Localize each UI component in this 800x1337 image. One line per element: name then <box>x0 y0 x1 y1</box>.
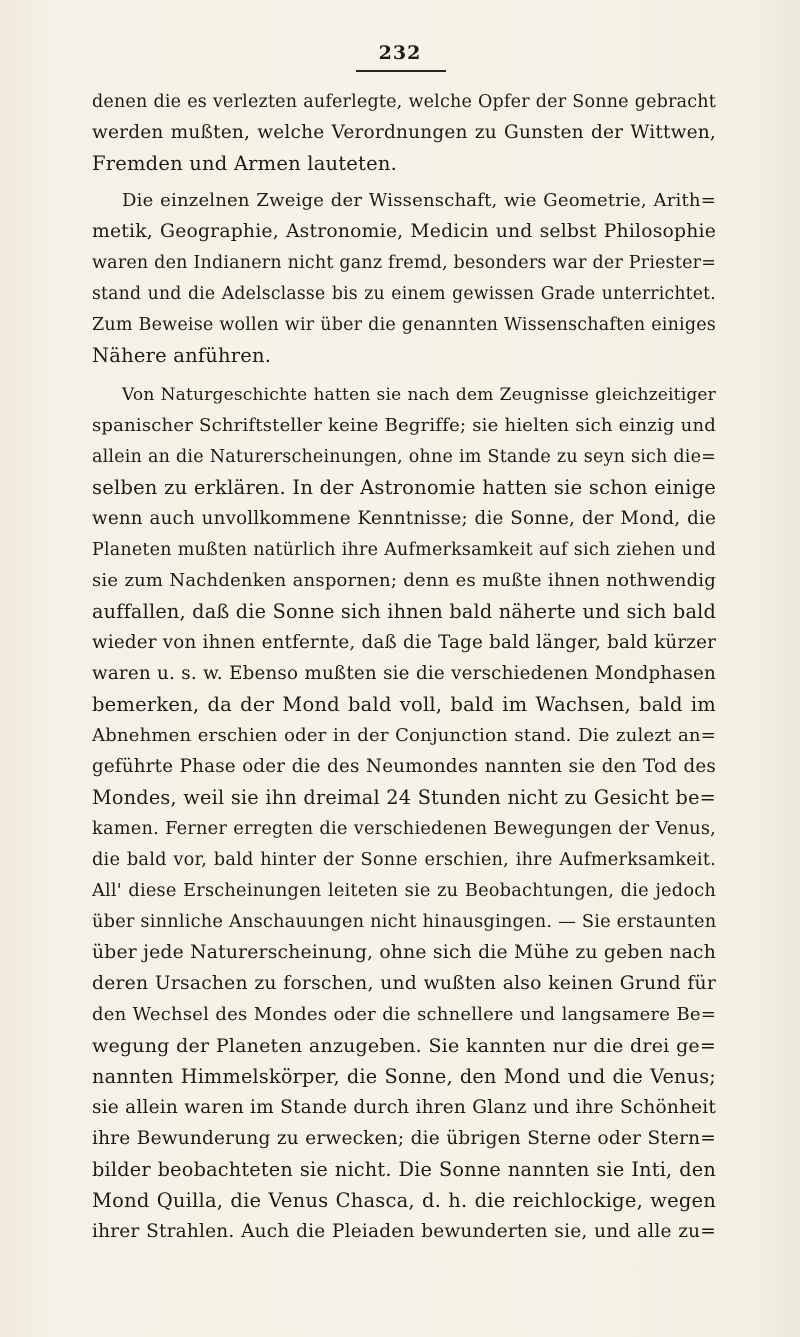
text-line: deren Ursachen zu forschen, und wußten also keinen Grund für <box>92 973 716 994</box>
text-line: selben zu erklären. In der Astronomie hatten sie schon einige <box>92 476 716 499</box>
text-line: waren u. s. w. Ebenso mußten sie die verschiedenen Mondphasen <box>92 663 716 684</box>
text-line: wegung der Planeten anzugeben. Sie kannten nur die drei ge= <box>92 1035 716 1057</box>
text-line: sie allein waren im Stande durch ihren Glanz und ihre Schönheit <box>92 1097 716 1118</box>
text-line: Mond Quilla, die Venus Chasca, d. h. die reichlockige, wegen <box>92 1189 716 1212</box>
text-line: ihre Bewunderung zu erwecken; die übrigen Sterne oder Stern= <box>92 1128 716 1149</box>
text-line: Planeten mußten natürlich ihre Aufmerksamkeit auf sich ziehen und <box>92 540 716 560</box>
text-line: denen die es verlezten auferlegte, welche Opfer der Sonne gebracht <box>92 92 716 112</box>
text-line: sie zum Nachdenken anspornen; denn es mußte ihnen nothwendig <box>92 570 716 591</box>
text-line: metik, Geographie, Astronomie, Medicin und selbst Philosophie <box>92 221 716 242</box>
text-line: kamen. Ferner erregten die verschiedenen Bewegungen der Venus, <box>92 819 716 839</box>
text-line: spanischer Schriftsteller keine Begriffe; sie hielten sich einzig und <box>92 415 716 436</box>
text-line: nannten Himmelskörper, die Sonne, den Mond und die Venus; <box>92 1065 716 1088</box>
text-line: All' diese Erscheinungen leiteten sie zu Beobachtungen, die jedoch <box>92 881 716 901</box>
text-line: über sinnliche Anschauungen nicht hinausgingen. — Sie erstaunten <box>92 912 717 932</box>
text-line: über jede Naturerscheinung, ohne sich die Mühe zu geben nach <box>92 942 716 963</box>
text-line: die bald vor, bald hinter der Sonne erschien, ihre Aufmerksamkeit. <box>92 850 716 870</box>
text-line: Fremden und Armen lauteten. <box>92 152 397 175</box>
header-rule <box>356 70 446 72</box>
text-line: bilder beobachteten sie nicht. Die Sonne nannten sie Inti, den <box>92 1158 716 1181</box>
text-line: werden mußten, welche Verordnungen zu Gunsten der Wittwen, <box>92 122 716 143</box>
text-line: Von Naturgeschichte hatten sie nach dem Zeugnisse gleichzeitiger <box>122 385 716 405</box>
text-line: Die einzelnen Zweige der Wissenschaft, wie Geometrie, Arith= <box>122 190 716 211</box>
text-line: auffallen, daß die Sonne sich ihnen bald näherte und sich bald <box>92 600 716 623</box>
text-line: wenn auch unvollkommene Kenntnisse; die Sonne, der Mond, die <box>92 508 716 529</box>
text-line: ihrer Strahlen. Auch die Pleiaden bewunderten sie, und alle zu= <box>92 1221 716 1242</box>
text-line: Mondes, weil sie ihn dreimal 24 Stunden nicht zu Gesicht be= <box>92 786 716 809</box>
page-number: 232 <box>378 42 422 64</box>
text-line: allein an die Naturerscheinungen, ohne im Stande zu seyn sich die= <box>92 447 716 467</box>
text-line: waren den Indianern nicht ganz fremd, besonders war der Priester= <box>92 253 717 273</box>
text-line: geführte Phase oder die des Neumondes nannten sie den Tod des <box>92 756 716 777</box>
text-line: stand und die Adelsclasse bis zu einem gewissen Grade unterrichtet. <box>92 284 716 304</box>
text-line: den Wechsel des Mondes oder die schnellere und langsamere Be= <box>92 1004 716 1025</box>
text-line: Nähere anführen. <box>92 344 272 367</box>
text-line: bemerken, da der Mond bald voll, bald im Wachsen, bald im <box>92 693 716 716</box>
text-line: wieder von ihnen entfernte, daß die Tage bald länger, bald kürzer <box>92 632 716 653</box>
text-line: Abnehmen erschien oder in der Conjunction stand. Die zulezt an= <box>92 725 716 746</box>
text-line: Zum Beweise wollen wir über die genannten Wissenschaften einiges <box>92 315 716 335</box>
